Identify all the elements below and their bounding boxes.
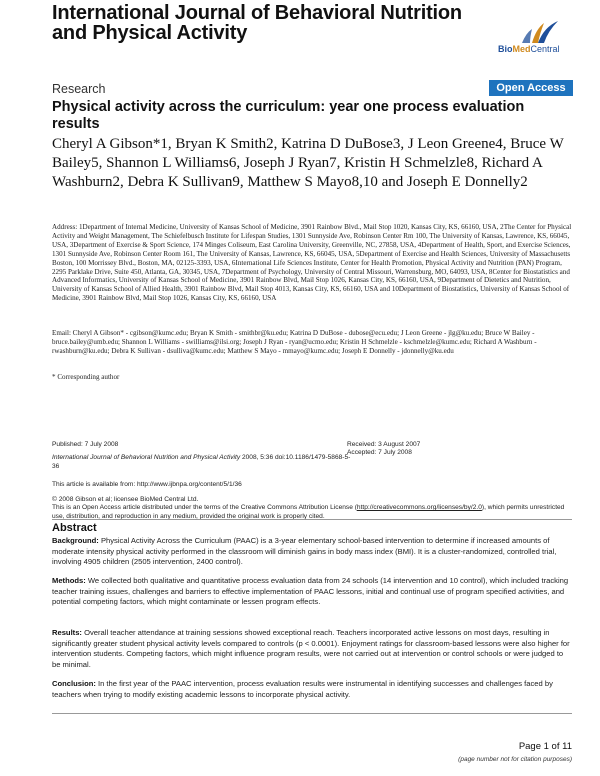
methods-heading: Methods: bbox=[52, 576, 86, 585]
author-list: Cheryl A Gibson*1, Bryan K Smith2, Katrina D DuBose3, J Leon Greene4, Bruce W Bailey5, Shannon L Williams6, Joseph J Ryan7, Kristin H Schmelzle8, Richard A Washburn2, Debra K Sullivan9, Matthew S Mayo8,10 and Joseph E Donnelly2 bbox=[52, 136, 564, 190]
citation bbox=[52, 454, 352, 471]
background-heading: Background: bbox=[52, 536, 99, 545]
biomedcentral-logo-icon bbox=[492, 17, 572, 45]
dates-info bbox=[347, 441, 467, 458]
license-pre: This is an Open Access article distributed under the terms of the Creative Commons Attribution License ( bbox=[52, 504, 357, 512]
conclusion-text: In the first year of the PAAC intervention, process evaluation results were instrumental in identifying successes and challenges faced by teachers when trying to modify existing academic lessons to incorporate physical activity. bbox=[52, 679, 553, 699]
section-label: Research bbox=[52, 82, 106, 96]
logo-med: Med bbox=[512, 44, 531, 54]
logo-wordmark bbox=[498, 44, 560, 54]
abstract-results bbox=[52, 628, 572, 670]
abstract-background bbox=[52, 536, 572, 568]
copyright-line: © 2008 Gibson et al; licensee BioMed Central Ltd. bbox=[52, 496, 199, 503]
author-addresses: Address: 1Department of Internal Medicine, University of Kansas School of Medicine, 3901 Rainbow Blvd., Mail Stop 1020, Kansas City, KS, 66160, USA, 2The Center for Physical Activity and Weight Management, The Schiefelbusch Institute for Lifespan Studies, 1301 Sunnyside Ave, Robinson Center Rm 100, The University of Kansas, Lawrence, KS, 66045, USA, 3Department of Exercise & Sport Science, 174 Minges Coliseum, East Carolina University, Greenville, NC, 27858, USA, 4Department of Health, Sport, and Exercise Sciences, 1301 Sunnyside Ave, Robinson Center Room 161, The University of Kansas, Lawrence, KS, 66045, USA, 5Department of Exercise and Health Sciences, University of Massachusetts Boston, 100 Morrissey Blvd., Boston, MA, 02125-3393, USA, 6International Life Sciences Institute, Center for Health Promotion, Physical Activity and Nutrition (PAN) Program, 2295 Parklake Drive, Suite 450, Atlanta, GA, 30345, USA, 7Department of Psychology, University of Central Missouri, Warrensburg, MO, 64093, USA, 8Center for Biostatistics and Advanced Informatics, University of Kansas School of Medicine, 3901 Rainbow Blvd, Mail Stop 1026, Kansas City, KS, 66160, USA, 9Department of Dietetics and Nutrition, University of Kansas School of Allied Health, 3901 Rainbow Blvd, Mail Stop 4013, Kansas City, KS, 66160, USA and 10Department of Biostatistics, University of Kansas School of Medicine, 3901 Rainbow Blvd, Mail Stop 1026, Kansas City, KS, 66160, USA bbox=[52, 223, 572, 303]
conclusion-heading: Conclusion: bbox=[52, 679, 96, 688]
article-title: Physical activity across the curriculum: year one process evaluation results bbox=[52, 99, 525, 132]
methods-text: We collected both qualitative and quantitative process evaluation data from 24 schools (14 intervention and 10 control), which included tracking teacher training issues, challenges and barriers to effective implementation of PAAC lessons, initial and continual use of program specified activities, and potential competing factors, which might contaminate or lessen program effects. bbox=[52, 576, 569, 607]
abstract-methods bbox=[52, 576, 572, 608]
article-url[interactable]: This article is available from: http://www.ijbnpa.org/content/5/1/36 bbox=[52, 481, 242, 488]
license-post: ), which permits unrestricted use, distribution, and reproduction in any medium, provided the original work is properly cited. bbox=[52, 504, 565, 520]
background-text: Physical Activity Across the Curriculum (PAAC) is a 3-year elementary school-based intervention to determine if increased amounts of moderate intensity physical activity performed in the classroom will diminish gains in body mass index (BMI). It is a cluster-randomized, controlled trial, involving 4905 children (2505 intervention, 2400 control). bbox=[52, 536, 557, 567]
journal-title: International Journal of Behavioral Nutrition and Physical Activity bbox=[52, 2, 462, 44]
page-number: Page 1 of 11 bbox=[518, 741, 572, 752]
results-text: Overall teacher attendance at training sessions showed exceptional reach. Teachers incorporated active lessons on most days, resulting in significantly greater student physical activity levels compared to controls (p < 0.0001). Enjoyment ratings for classroom-based lessons were also higher for intervention students. Competing factors, which might influence program results, were not carried out at intervention or control schools or were judged to be minimal. bbox=[52, 628, 570, 669]
abstract-conclusion bbox=[52, 679, 572, 700]
copyright-notice bbox=[52, 496, 567, 521]
citation-details: 2008, 5:36 doi:10.1186/1479-5868-5-36 bbox=[52, 454, 351, 470]
abstract-top-rule bbox=[52, 519, 572, 520]
page-number-note: (page number not for citation purposes) bbox=[458, 756, 572, 763]
corresponding-author-note: * Corresponding author bbox=[52, 373, 120, 381]
abstract-heading: Abstract bbox=[52, 522, 97, 534]
logo-bio: Bio bbox=[498, 44, 513, 54]
results-heading: Results: bbox=[52, 628, 82, 637]
logo-central: Central bbox=[530, 44, 560, 54]
license-link[interactable]: http://creativecommons.org/licenses/by/2.0 bbox=[356, 504, 482, 512]
publication-info bbox=[52, 441, 352, 471]
open-access-badge: Open Access bbox=[489, 80, 573, 96]
received-date: Received: 3 August 2007 bbox=[347, 441, 421, 448]
author-emails: Email: Cheryl A Gibson* - cgibson@kumc.edu; Bryan K Smith - smithbr@ku.edu; Katrina D DuBose - dubose@ecu.edu; J Leon Greene - jlg@ku.edu; Bruce W Bailey - bruce.bailey@umb.edu; Shannon L Williams - swilliams@ilsi.org; Joseph J Ryan - ryan@ucmo.edu; Kristin H Schmelzle - kschmelzle@kumc.edu; Richard A Washburn - rwashburn@ku.edu; Debra K Sullivan - dsulliva@kumc.edu; Matthew S Mayo - mmayo@kumc.edu; Joseph E Donnelly - jdonnelly@ku.edu bbox=[52, 329, 537, 355]
published-date: Published: 7 July 2008 bbox=[52, 441, 119, 448]
biomedcentral-logo bbox=[492, 17, 572, 57]
abstract-bottom-rule bbox=[52, 713, 572, 714]
accepted-date: Accepted: 7 July 2008 bbox=[347, 449, 412, 457]
citation-journal: International Journal of Behavioral Nutrition and Physical Activity bbox=[52, 454, 241, 462]
